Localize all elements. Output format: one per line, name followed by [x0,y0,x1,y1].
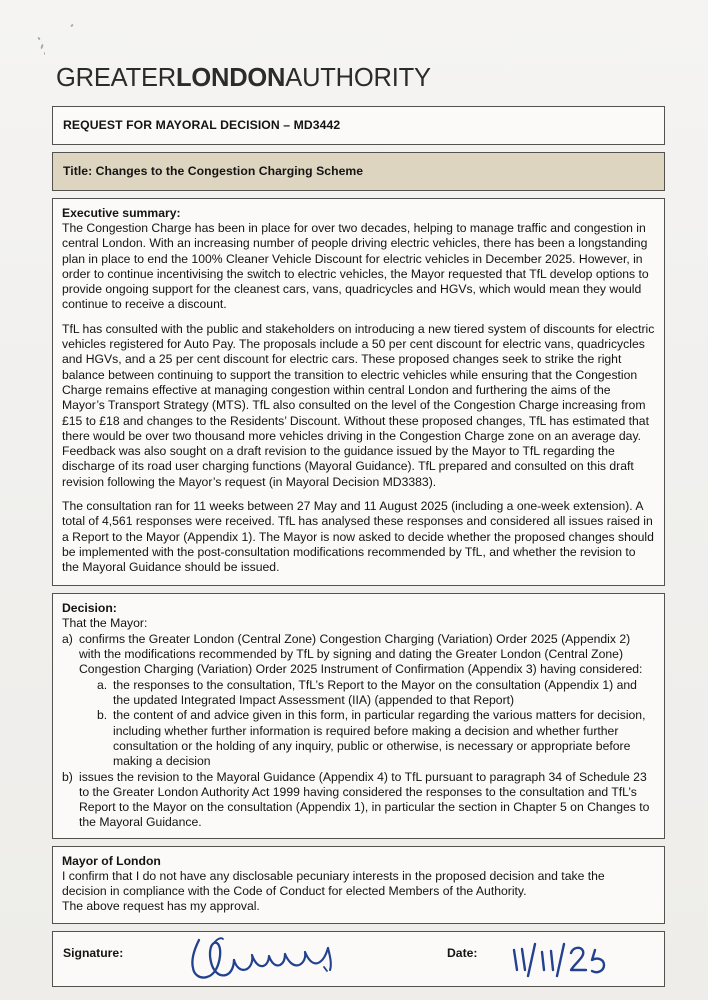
decision-box [52,593,665,839]
logo-part-london: LONDON [175,64,286,92]
mayor-statement-line: decision in compliance with the Code of Conduct for elected Members of the Authority. [62,883,527,898]
executive-summary-paragraph: TfL has consulted with the public and stakeholders on introducing a new tiered system of discounts for electric vehicles registered for Auto Pay. The proposals include a 50 per cent discount for electric vans, quadricycles and HGVs, and a 25 per cent discount for electric cars. These proposed changes seek to strike the right balance between continuing to support the transition to electric vehicles while ensuring that the Congestion Charge remains effective at managing congestion within central London and furthering the aims of the Mayor’s Transport Strategy (MTS). TfL also consulted on the level of the Congestion Charge increasing from £15 to £18 and changes to the Residents’ Discount. Without these proposed changes, TfL has estimated that there would be over two thousand more vehicles driving in the Congestion Charge zone on an average day. Feedback was also sought on a draft revision to the guidance issued by the Mayor to TfL regarding the discharge of its road user charging functions (Mayoral Guidance). TfL prepared and consulted on this draft revision following the Mayor’s request (in Mayoral Decision MD3383). [62,321,655,489]
decision-subitem-marker: b. [97,708,108,723]
logo-part-authority: AUTHORITY [285,64,431,92]
title-bar-box [52,152,665,191]
decision-subitem-text: the content of and advice given in this form, in particular regarding the various matters for decision, including whether further information is required before making a decision and whether further consultation or the holding of any inquiry, public or otherwise, is necessary or appropriate before making a decision [113,708,646,769]
date-label: Date: [447,945,478,960]
document-title: Title: Changes to the Congestion Charging Scheme [63,164,364,178]
scan-speck [44,52,45,55]
decision-item [62,632,655,678]
decision-subitem [62,678,655,709]
request-heading: REQUEST FOR MAYORAL DECISION – MD3442 [63,118,341,132]
executive-summary-heading: Executive summary: [62,206,181,220]
decision-heading: Decision: [62,600,117,615]
executive-summary-paragraph: The Congestion Charge has been in place for over two decades, helping to manage traffic and congestion in central London. With an increasing number of people driving electric vehicles, there has been a longstanding plan in place to end the 100% Cleaner Vehicle Discount for electric vehicles in December 2025. However, in order to continue incentivising the switch to electric vehicles, the Mayor requested that TfL develop options to provide ongoing support for the cleanest cars, vans, quadricycles and HGVs, which would mean they would continue to receive a discount. [62,221,649,312]
decision-subitem-marker: a. [97,677,108,692]
scan-speck [40,44,43,49]
request-heading-box [52,106,665,145]
signature-box [52,931,665,987]
mayor-statement-line: I confirm that I do not have any disclosable pecuniary interests in the proposed decision and take the [62,868,605,883]
mayor-heading: Mayor of London [62,853,161,868]
logo-part-greater: GREATER [56,64,176,92]
date-handwritten-value [508,936,628,982]
decision-item-marker: a) [62,631,73,646]
executive-summary-paragraph: The consultation ran for 11 weeks between 27 May and 11 August 2025 (including a one-week extension). A total of 4,561 responses were received. TfL has analysed these responses and considered all issues raised in a Report to the Mayor (Appendix 1). The Mayor is now asked to decide whether the proposed changes should be implemented with the post-consultation modifications recommended by TfL, and whether the revision to the Mayoral Guidance should be issued. [62,499,654,575]
executive-summary-box [52,198,665,586]
decision-subitem [62,708,655,769]
decision-item-text: confirms the Greater London (Central Zone) Congestion Charging (Variation) Order 2025 (Appendix 2) with the modifications recommended by TfL by signing and dating the Greater London (Central Zone) Congestion Charging (Variation) Order 2025 Instrument of Confirmation (Appendix 3) having considered: [79,631,643,677]
mayor-confirmation-box [52,846,665,924]
mayor-statement-line: The above request has my approval. [62,899,260,914]
decision-lead: That the Mayor: [62,615,148,630]
decision-item-text: issues the revision to the Mayoral Guidance (Appendix 4) to TfL pursuant to paragraph 34 of Schedule 23 to the Greater London Authority Act 1999 having considered the responses to the consultation and TfL’s Report to the Mayor on the consultation (Appendix 1), in particular the section in Chapter 5 on Changes to the Mayoral Guidance. [79,769,650,830]
signature-label: Signature: [63,945,124,960]
decision-item-marker: b) [62,769,73,784]
decision-subitem-text: the responses to the consultation, TfL’s Report to the Mayor on the consultation (Appendix 1) and the updated Integrated Impact Assessment (IIA) (appended to that Report) [113,677,637,708]
signature-ink-mark [181,934,371,988]
scan-speck [70,24,73,28]
form-container [52,106,665,987]
decision-item [62,770,655,831]
scan-speck [37,37,40,41]
gla-logo [56,64,431,93]
